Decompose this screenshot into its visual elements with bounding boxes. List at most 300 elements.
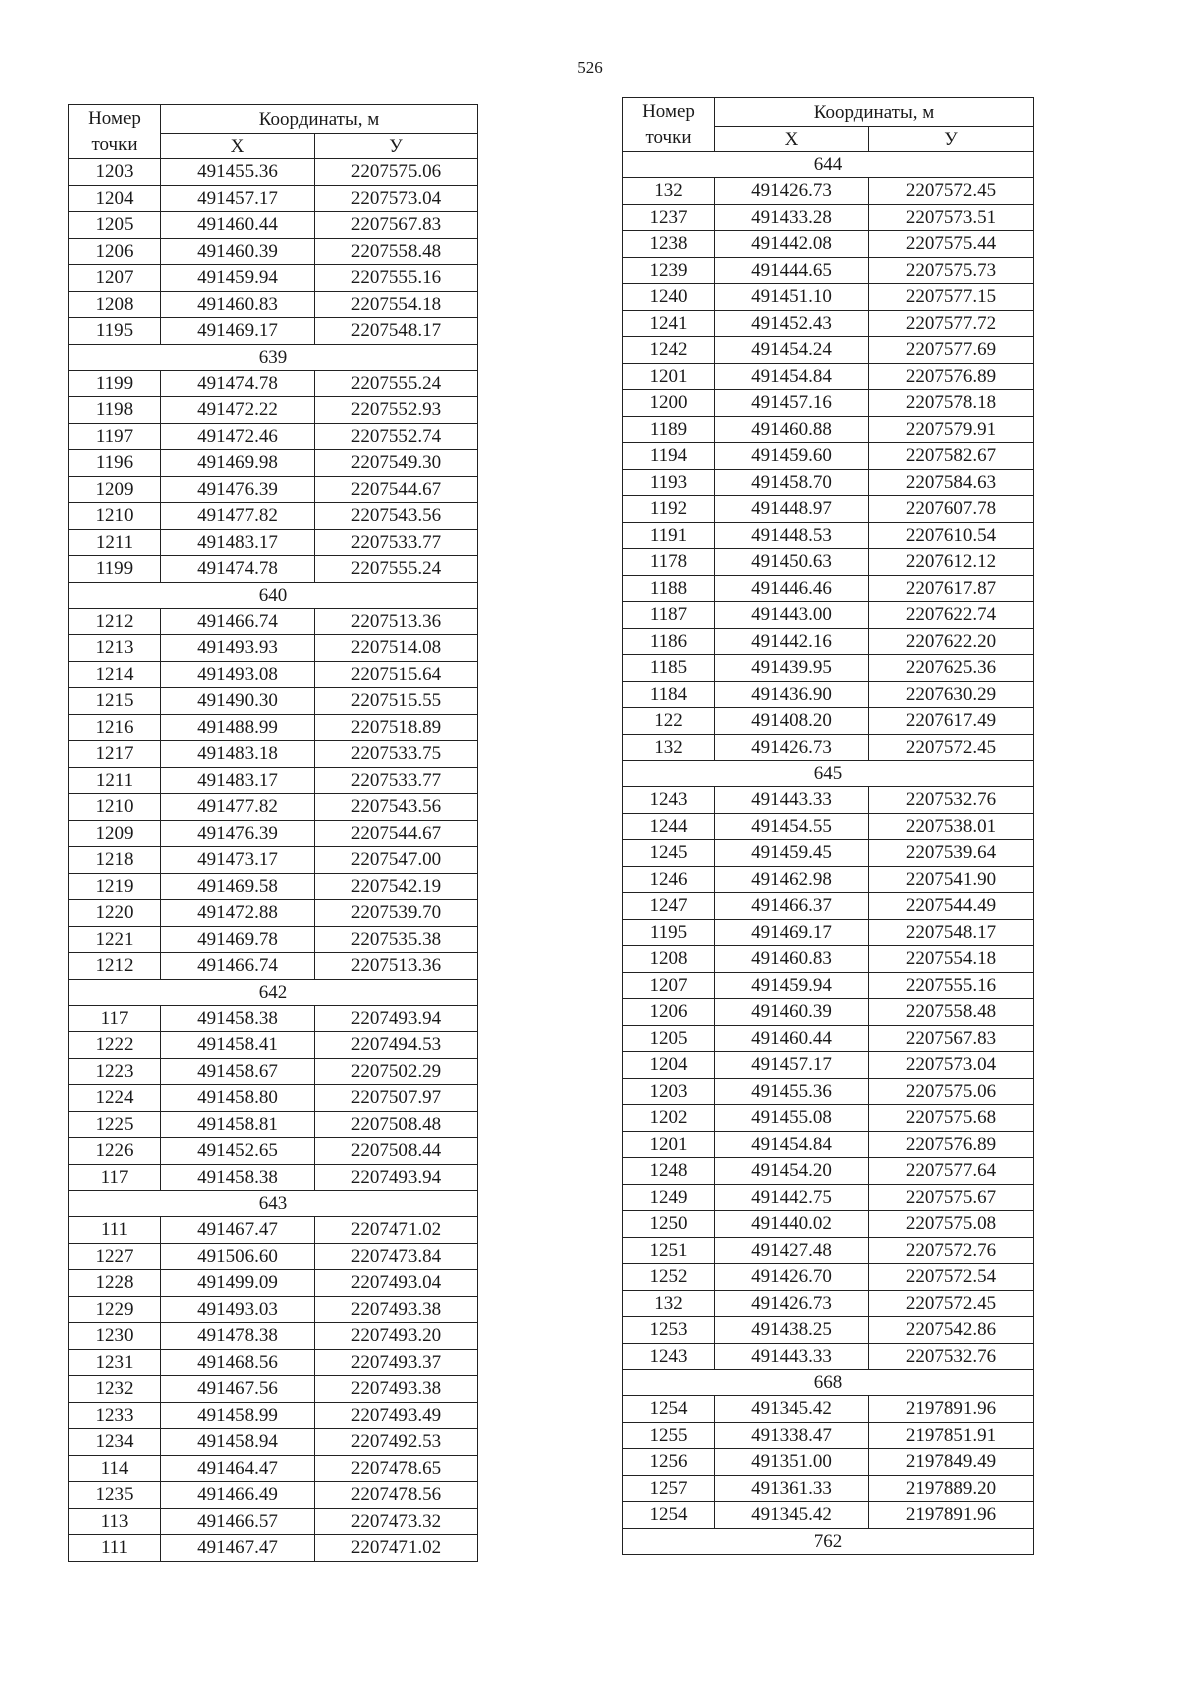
x-coordinate-cell: 491474.78 xyxy=(161,556,315,583)
table-row xyxy=(69,1164,478,1191)
table-row xyxy=(623,1078,1034,1105)
table-row xyxy=(623,708,1034,735)
table-row xyxy=(623,1264,1034,1291)
x-coordinate-cell: 491474.78 xyxy=(161,370,315,397)
x-coordinate-cell: 491436.90 xyxy=(715,681,869,708)
y-coordinate-cell: 2207577.64 xyxy=(869,1158,1034,1185)
table-row xyxy=(69,1138,478,1165)
y-coordinate-cell: 2207572.45 xyxy=(869,178,1034,205)
y-coordinate-cell: 2207577.15 xyxy=(869,284,1034,311)
y-coordinate-cell: 2207515.64 xyxy=(315,661,478,688)
point-number-cell: 1188 xyxy=(623,575,715,602)
x-coordinate-cell: 491466.74 xyxy=(161,953,315,980)
x-coordinate-cell: 491458.38 xyxy=(161,1164,315,1191)
coordinates-table-right xyxy=(622,97,1034,1555)
point-number-cell: 1248 xyxy=(623,1158,715,1185)
point-number-cell: 114 xyxy=(69,1455,161,1482)
y-coordinate-cell: 2207622.74 xyxy=(869,602,1034,629)
table-row xyxy=(69,741,478,768)
x-coordinate-cell: 491442.08 xyxy=(715,231,869,258)
x-coordinate-cell: 491460.88 xyxy=(715,416,869,443)
x-coordinate-cell: 491476.39 xyxy=(161,476,315,503)
y-coordinate-cell: 2207573.04 xyxy=(315,185,478,212)
table-row xyxy=(623,840,1034,867)
x-coordinate-cell: 491443.00 xyxy=(715,602,869,629)
x-coordinate-cell: 491506.60 xyxy=(161,1243,315,1270)
x-coordinate-cell: 491439.95 xyxy=(715,655,869,682)
y-coordinate-cell: 2207543.56 xyxy=(315,503,478,530)
x-coordinate-cell: 491454.24 xyxy=(715,337,869,364)
x-coordinate-cell: 491351.00 xyxy=(715,1449,869,1476)
y-coordinate-cell: 2207612.12 xyxy=(869,549,1034,576)
point-number-cell: 1220 xyxy=(69,900,161,927)
table-row xyxy=(69,476,478,503)
point-number-cell: 1237 xyxy=(623,204,715,231)
point-number-cell: 1255 xyxy=(623,1422,715,1449)
x-coordinate-cell: 491446.46 xyxy=(715,575,869,602)
point-number-cell: 1238 xyxy=(623,231,715,258)
y-coordinate-cell: 2207533.77 xyxy=(315,529,478,556)
y-coordinate-cell: 2207554.18 xyxy=(869,946,1034,973)
point-number-cell: 1254 xyxy=(623,1396,715,1423)
section-number: 668 xyxy=(623,1370,1034,1396)
point-number-cell: 1203 xyxy=(623,1078,715,1105)
x-coordinate-cell: 491442.75 xyxy=(715,1184,869,1211)
x-coordinate-cell: 491451.10 xyxy=(715,284,869,311)
y-coordinate-cell: 2207518.89 xyxy=(315,714,478,741)
y-coordinate-cell: 2207567.83 xyxy=(869,1025,1034,1052)
y-coordinate-cell: 2207513.36 xyxy=(315,608,478,635)
x-coordinate-cell: 491467.56 xyxy=(161,1376,315,1403)
table-row xyxy=(69,238,478,265)
x-coordinate-cell: 491443.33 xyxy=(715,787,869,814)
table-row xyxy=(69,873,478,900)
x-coordinate-cell: 491444.65 xyxy=(715,257,869,284)
x-coordinate-cell: 491468.56 xyxy=(161,1349,315,1376)
y-coordinate-cell: 2207515.55 xyxy=(315,688,478,715)
y-coordinate-cell: 2207572.76 xyxy=(869,1237,1034,1264)
table-row xyxy=(623,390,1034,417)
x-coordinate-cell: 491473.17 xyxy=(161,847,315,874)
y-coordinate-cell: 2207542.19 xyxy=(315,873,478,900)
y-coordinate-cell: 2207630.29 xyxy=(869,681,1034,708)
point-number-cell: 1235 xyxy=(69,1482,161,1509)
table-row xyxy=(69,661,478,688)
table-row xyxy=(69,503,478,530)
point-number-cell: 1256 xyxy=(623,1449,715,1476)
table-row xyxy=(623,549,1034,576)
point-number-cell: 1226 xyxy=(69,1138,161,1165)
x-coordinate-cell: 491458.41 xyxy=(161,1032,315,1059)
section-row xyxy=(623,761,1034,787)
point-number-cell: 1247 xyxy=(623,893,715,920)
table-row xyxy=(69,900,478,927)
table-row xyxy=(69,529,478,556)
y-coordinate-cell: 2207532.76 xyxy=(869,787,1034,814)
table-row xyxy=(623,602,1034,629)
x-coordinate-cell: 491477.82 xyxy=(161,794,315,821)
y-coordinate-cell: 2207548.17 xyxy=(869,919,1034,946)
y-coordinate-cell: 2207493.49 xyxy=(315,1402,478,1429)
x-coordinate-cell: 491460.39 xyxy=(161,238,315,265)
table-row xyxy=(69,688,478,715)
x-coordinate-cell: 491483.17 xyxy=(161,529,315,556)
x-coordinate-cell: 491454.84 xyxy=(715,1131,869,1158)
point-number-cell: 1231 xyxy=(69,1349,161,1376)
x-coordinate-cell: 491459.94 xyxy=(715,972,869,999)
point-number-cell: 1195 xyxy=(623,919,715,946)
y-coordinate-cell: 2207471.02 xyxy=(315,1217,478,1244)
x-coordinate-cell: 491452.65 xyxy=(161,1138,315,1165)
point-number-cell: 1211 xyxy=(69,529,161,556)
point-number-cell: 1178 xyxy=(623,549,715,576)
table-row xyxy=(623,1237,1034,1264)
x-coordinate-cell: 491472.22 xyxy=(161,397,315,424)
point-number-cell: 1234 xyxy=(69,1429,161,1456)
x-coordinate-cell: 491442.16 xyxy=(715,628,869,655)
y-coordinate-cell: 2207544.49 xyxy=(869,893,1034,920)
y-coordinate-cell: 2197891.96 xyxy=(869,1502,1034,1529)
y-coordinate-cell: 2207555.16 xyxy=(869,972,1034,999)
y-coordinate-cell: 2207533.77 xyxy=(315,767,478,794)
x-coordinate-cell: 491426.73 xyxy=(715,734,869,761)
y-coordinate-cell: 2207575.68 xyxy=(869,1105,1034,1132)
coordinates-table-left xyxy=(68,104,478,1562)
point-number-cell: 1251 xyxy=(623,1237,715,1264)
x-coordinate-cell: 491469.17 xyxy=(715,919,869,946)
y-coordinate-cell: 2207578.18 xyxy=(869,390,1034,417)
x-coordinate-cell: 491459.45 xyxy=(715,840,869,867)
y-coordinate-cell: 2207625.36 xyxy=(869,655,1034,682)
page-number: 526 xyxy=(577,58,603,77)
point-number-cell: 1243 xyxy=(623,787,715,814)
y-coordinate-cell: 2207508.44 xyxy=(315,1138,478,1165)
point-number-cell: 1213 xyxy=(69,635,161,662)
table-row xyxy=(69,159,478,186)
y-coordinate-cell: 2207575.08 xyxy=(869,1211,1034,1238)
point-number-cell: 1193 xyxy=(623,469,715,496)
y-coordinate-cell: 2207617.87 xyxy=(869,575,1034,602)
y-coordinate-cell: 2207555.24 xyxy=(315,556,478,583)
x-coordinate-cell: 491493.03 xyxy=(161,1296,315,1323)
point-number-cell: 1215 xyxy=(69,688,161,715)
table-row xyxy=(69,635,478,662)
y-coordinate-cell: 2207555.24 xyxy=(315,370,478,397)
x-coordinate-cell: 491493.93 xyxy=(161,635,315,662)
table-row xyxy=(69,1402,478,1429)
x-coordinate-cell: 491460.44 xyxy=(715,1025,869,1052)
table-row xyxy=(623,469,1034,496)
y-coordinate-cell: 2197849.49 xyxy=(869,1449,1034,1476)
y-coordinate-cell: 2207572.45 xyxy=(869,1290,1034,1317)
point-number-cell: 1246 xyxy=(623,866,715,893)
table-row xyxy=(623,522,1034,549)
point-number-cell: 1233 xyxy=(69,1402,161,1429)
point-number-cell: 1224 xyxy=(69,1085,161,1112)
x-coordinate-cell: 491469.17 xyxy=(161,318,315,345)
y-coordinate-cell: 2207577.69 xyxy=(869,337,1034,364)
x-coordinate-cell: 491454.55 xyxy=(715,813,869,840)
x-coordinate-cell: 491466.37 xyxy=(715,893,869,920)
table-row xyxy=(623,443,1034,470)
table-row xyxy=(623,866,1034,893)
y-coordinate-cell: 2207582.67 xyxy=(869,443,1034,470)
section-number: 640 xyxy=(69,582,478,608)
table-row xyxy=(69,1243,478,1270)
point-number-cell: 1207 xyxy=(623,972,715,999)
point-number-cell: 1221 xyxy=(69,926,161,953)
y-coordinate-cell: 2207575.06 xyxy=(869,1078,1034,1105)
section-row xyxy=(69,1191,478,1217)
table-row xyxy=(69,1535,478,1562)
table-row xyxy=(623,1449,1034,1476)
y-coordinate-cell: 2207558.48 xyxy=(869,999,1034,1026)
y-coordinate-cell: 2207471.02 xyxy=(315,1535,478,1562)
y-coordinate-cell: 2207539.70 xyxy=(315,900,478,927)
x-coordinate-cell: 491472.46 xyxy=(161,423,315,450)
point-number-cell: 1228 xyxy=(69,1270,161,1297)
point-number-cell: 117 xyxy=(69,1164,161,1191)
table-row xyxy=(69,1482,478,1509)
point-number-cell: 1222 xyxy=(69,1032,161,1059)
point-number-cell: 113 xyxy=(69,1508,161,1535)
point-number-cell: 1219 xyxy=(69,873,161,900)
table-row xyxy=(69,265,478,292)
table-row xyxy=(623,1502,1034,1529)
point-number-cell: 1185 xyxy=(623,655,715,682)
x-coordinate-cell: 491466.49 xyxy=(161,1482,315,1509)
point-number-cell: 1242 xyxy=(623,337,715,364)
table-row xyxy=(623,496,1034,523)
y-coordinate-cell: 2207573.51 xyxy=(869,204,1034,231)
section-row xyxy=(69,582,478,608)
x-coordinate-cell: 491459.94 xyxy=(161,265,315,292)
x-coordinate-cell: 491488.99 xyxy=(161,714,315,741)
table-row xyxy=(69,1085,478,1112)
x-coordinate-cell: 491361.33 xyxy=(715,1475,869,1502)
point-number-cell: 1198 xyxy=(69,397,161,424)
table-row xyxy=(69,397,478,424)
section-row xyxy=(623,152,1034,178)
table-row xyxy=(623,1052,1034,1079)
table-row xyxy=(69,556,478,583)
table-row xyxy=(69,291,478,318)
y-coordinate-cell: 2207547.00 xyxy=(315,847,478,874)
point-number-cell: 1195 xyxy=(69,318,161,345)
y-coordinate-cell: 2207493.94 xyxy=(315,1005,478,1032)
point-number-cell: 1201 xyxy=(623,363,715,390)
table-row xyxy=(69,1217,478,1244)
y-coordinate-cell: 2207493.20 xyxy=(315,1323,478,1350)
x-coordinate-cell: 491455.36 xyxy=(161,159,315,186)
coordinates-header: Координаты, м xyxy=(161,105,478,134)
table-row xyxy=(623,681,1034,708)
y-coordinate-cell: 2207544.67 xyxy=(315,820,478,847)
x-coordinate-cell: 491462.98 xyxy=(715,866,869,893)
table-row xyxy=(623,231,1034,258)
table-row xyxy=(69,212,478,239)
y-coordinate-cell: 2207532.76 xyxy=(869,1343,1034,1370)
y-coordinate-cell: 2207554.18 xyxy=(315,291,478,318)
table-row xyxy=(623,1422,1034,1449)
y-coordinate-cell: 2207622.20 xyxy=(869,628,1034,655)
section-number: 644 xyxy=(623,152,1034,178)
table-row xyxy=(69,1508,478,1535)
point-number-cell: 1201 xyxy=(623,1131,715,1158)
table-row xyxy=(623,1396,1034,1423)
point-number-cell: 1184 xyxy=(623,681,715,708)
point-number-cell: 1225 xyxy=(69,1111,161,1138)
table-row xyxy=(69,608,478,635)
x-coordinate-cell: 491490.30 xyxy=(161,688,315,715)
x-coordinate-cell: 491493.08 xyxy=(161,661,315,688)
table-row xyxy=(69,1032,478,1059)
x-coordinate-cell: 491460.39 xyxy=(715,999,869,1026)
y-coordinate-cell: 2207544.67 xyxy=(315,476,478,503)
y-coordinate-cell: 2207473.84 xyxy=(315,1243,478,1270)
x-coordinate-cell: 491426.73 xyxy=(715,178,869,205)
y-coordinate-cell: 2207549.30 xyxy=(315,450,478,477)
y-coordinate-cell: 2207577.72 xyxy=(869,310,1034,337)
point-number-cell: 1212 xyxy=(69,953,161,980)
point-number-cell: 111 xyxy=(69,1535,161,1562)
x-coordinate-cell: 491457.16 xyxy=(715,390,869,417)
point-number-cell: 1216 xyxy=(69,714,161,741)
x-coordinate-cell: 491426.70 xyxy=(715,1264,869,1291)
x-coordinate-cell: 491457.17 xyxy=(161,185,315,212)
y-coordinate-cell: 2207607.78 xyxy=(869,496,1034,523)
table-row xyxy=(69,953,478,980)
y-coordinate-cell: 2207507.97 xyxy=(315,1085,478,1112)
table-row xyxy=(623,363,1034,390)
table-row xyxy=(623,734,1034,761)
table-row xyxy=(69,714,478,741)
table-row xyxy=(623,1158,1034,1185)
y-coordinate-cell: 2207533.75 xyxy=(315,741,478,768)
x-coordinate-cell: 491454.84 xyxy=(715,363,869,390)
x-coordinate-cell: 491469.98 xyxy=(161,450,315,477)
section-row xyxy=(623,1528,1034,1554)
x-column-header: X xyxy=(715,127,869,152)
y-coordinate-cell: 2207493.38 xyxy=(315,1376,478,1403)
point-number-cell: 1199 xyxy=(69,556,161,583)
table-row xyxy=(69,1005,478,1032)
x-coordinate-cell: 491477.82 xyxy=(161,503,315,530)
table-row xyxy=(69,370,478,397)
y-coordinate-cell: 2207558.48 xyxy=(315,238,478,265)
table-row xyxy=(623,919,1034,946)
y-column-header: У xyxy=(869,127,1034,152)
y-coordinate-cell: 2207548.17 xyxy=(315,318,478,345)
point-number-cell: 1208 xyxy=(623,946,715,973)
point-number-cell: 1257 xyxy=(623,1475,715,1502)
x-coordinate-cell: 491469.58 xyxy=(161,873,315,900)
x-coordinate-cell: 491460.83 xyxy=(161,291,315,318)
point-number-cell: 1204 xyxy=(623,1052,715,1079)
y-coordinate-cell: 2207514.08 xyxy=(315,635,478,662)
x-coordinate-cell: 491448.97 xyxy=(715,496,869,523)
x-coordinate-cell: 491499.09 xyxy=(161,1270,315,1297)
point-number-cell: 1204 xyxy=(69,185,161,212)
table-row xyxy=(623,575,1034,602)
point-number-cell: 1230 xyxy=(69,1323,161,1350)
point-number-cell: 1212 xyxy=(69,608,161,635)
x-coordinate-cell: 491345.42 xyxy=(715,1502,869,1529)
point-number-cell: 1210 xyxy=(69,794,161,821)
section-row xyxy=(69,344,478,370)
point-number-cell: 1244 xyxy=(623,813,715,840)
x-coordinate-cell: 491450.63 xyxy=(715,549,869,576)
table-row xyxy=(69,1376,478,1403)
table-row xyxy=(623,1343,1034,1370)
x-coordinate-cell: 491455.08 xyxy=(715,1105,869,1132)
section-number: 642 xyxy=(69,979,478,1005)
table-row xyxy=(623,310,1034,337)
point-number-cell: 1187 xyxy=(623,602,715,629)
x-coordinate-cell: 491469.78 xyxy=(161,926,315,953)
table-row xyxy=(623,1131,1034,1158)
x-coordinate-cell: 491457.17 xyxy=(715,1052,869,1079)
x-coordinate-cell: 491455.36 xyxy=(715,1078,869,1105)
point-number-cell: 1232 xyxy=(69,1376,161,1403)
point-number-cell: 117 xyxy=(69,1005,161,1032)
point-number-cell: 122 xyxy=(623,708,715,735)
x-coordinate-cell: 491454.20 xyxy=(715,1158,869,1185)
y-coordinate-cell: 2207552.74 xyxy=(315,423,478,450)
y-coordinate-cell: 2207575.67 xyxy=(869,1184,1034,1211)
point-number-cell: 1191 xyxy=(623,522,715,549)
table-body xyxy=(623,152,1034,1555)
y-coordinate-cell: 2207584.63 xyxy=(869,469,1034,496)
table-row xyxy=(623,1211,1034,1238)
y-coordinate-cell: 2207541.90 xyxy=(869,866,1034,893)
y-coordinate-cell: 2207617.49 xyxy=(869,708,1034,735)
point-number-cell: 1199 xyxy=(69,370,161,397)
section-number: 762 xyxy=(623,1528,1034,1554)
table-row xyxy=(623,628,1034,655)
table-row xyxy=(69,767,478,794)
x-coordinate-cell: 491458.67 xyxy=(161,1058,315,1085)
point-number-cell: 1227 xyxy=(69,1243,161,1270)
y-coordinate-cell: 2207575.73 xyxy=(869,257,1034,284)
point-number-cell: 1253 xyxy=(623,1317,715,1344)
x-coordinate-cell: 491466.74 xyxy=(161,608,315,635)
point-number-cell: 1254 xyxy=(623,1502,715,1529)
point-number-cell: 1205 xyxy=(69,212,161,239)
x-coordinate-cell: 491458.38 xyxy=(161,1005,315,1032)
section-number: 645 xyxy=(623,761,1034,787)
point-number-cell: 1223 xyxy=(69,1058,161,1085)
x-coordinate-cell: 491467.47 xyxy=(161,1217,315,1244)
y-coordinate-cell: 2207539.64 xyxy=(869,840,1034,867)
point-number-cell: 1186 xyxy=(623,628,715,655)
table-row xyxy=(623,999,1034,1026)
x-coordinate-cell: 491464.47 xyxy=(161,1455,315,1482)
x-coordinate-cell: 491458.80 xyxy=(161,1085,315,1112)
point-number-cell: 1214 xyxy=(69,661,161,688)
section-number: 639 xyxy=(69,344,478,370)
y-coordinate-cell: 2207576.89 xyxy=(869,1131,1034,1158)
point-number-cell: 1249 xyxy=(623,1184,715,1211)
table-row xyxy=(623,178,1034,205)
y-coordinate-cell: 2207552.93 xyxy=(315,397,478,424)
x-coordinate-cell: 491478.38 xyxy=(161,1323,315,1350)
y-coordinate-cell: 2207575.06 xyxy=(315,159,478,186)
point-number-cell: 1200 xyxy=(623,390,715,417)
table-row xyxy=(69,423,478,450)
table-row xyxy=(69,847,478,874)
point-number-cell: 1205 xyxy=(623,1025,715,1052)
